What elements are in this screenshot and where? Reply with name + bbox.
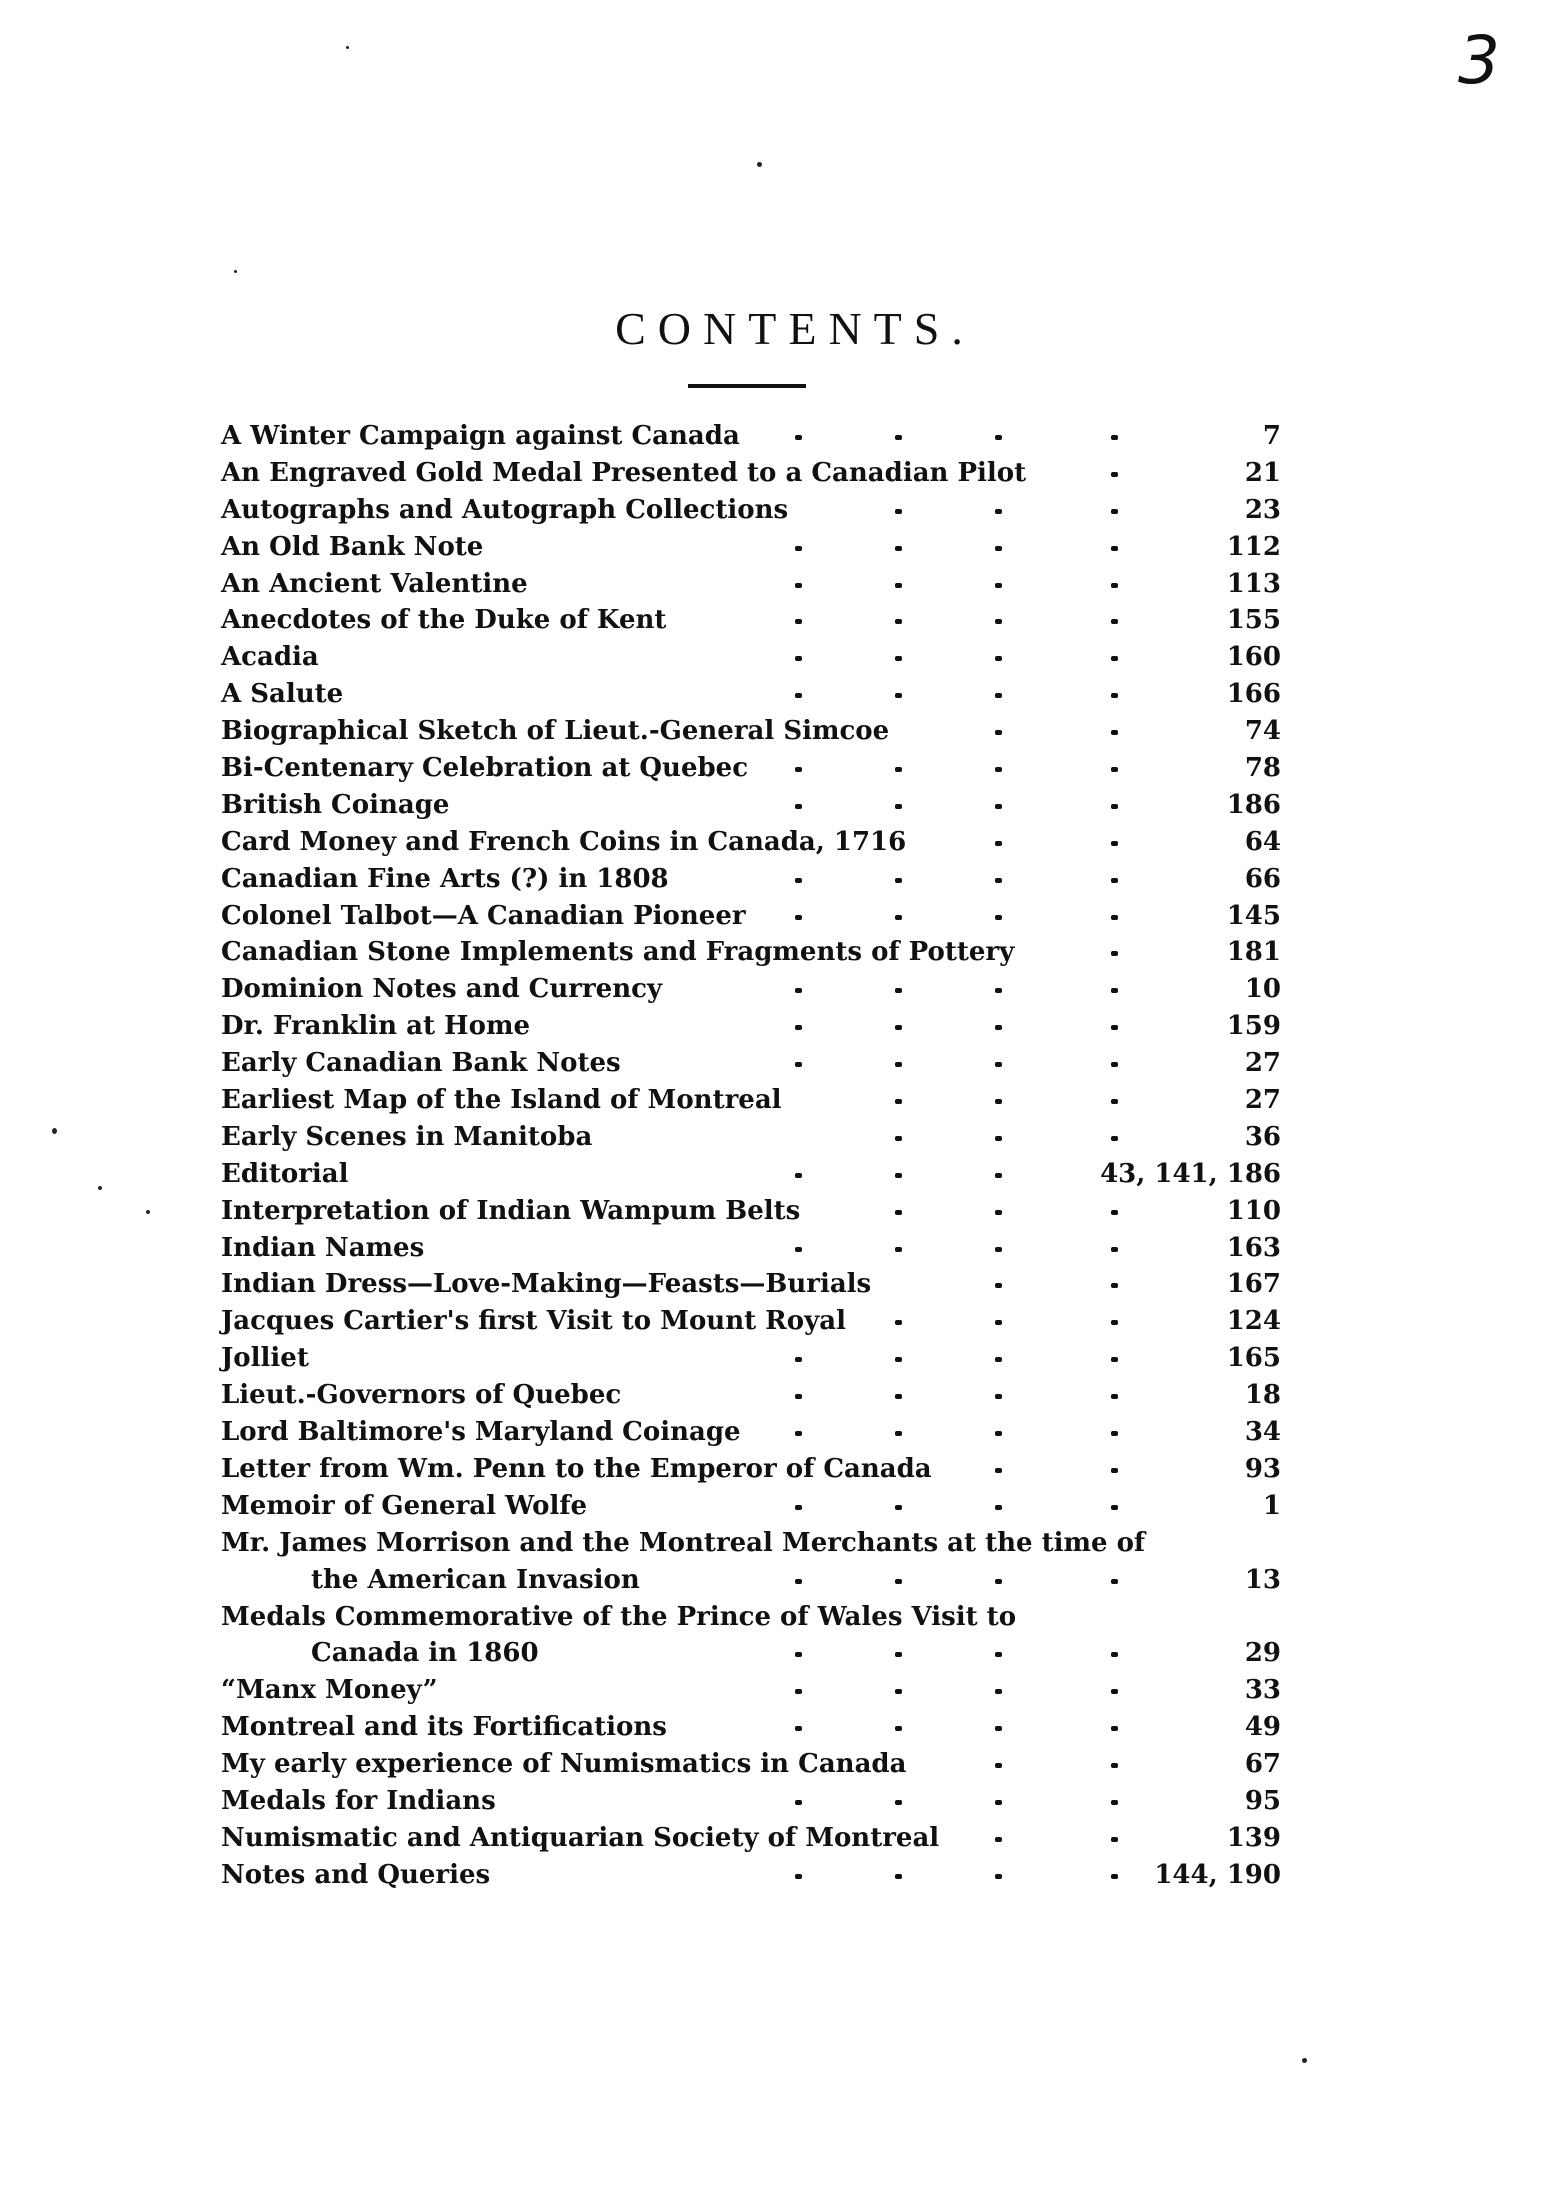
leader-dot [895,1800,902,1805]
leader-dot [795,1062,802,1067]
entry-page-number: 29 [1244,1638,1281,1669]
leader-dot [795,1505,802,1510]
dot-leaders [221,1266,1281,1303]
toc-entry [221,529,1281,566]
dot-leaders [221,1303,1281,1340]
leader-dot [795,1689,802,1694]
dot-leaders [221,639,1281,676]
entry-title: Mr. James Morrison and the Montreal Merchants at the time of [221,1527,1146,1558]
leader-dot [1111,546,1118,551]
leader-dot [995,1800,1002,1805]
entry-page-number: 21 [1244,457,1281,488]
entry-title: Canadian Stone Implements and Fragments of Pottery [221,937,1015,968]
contents-heading: CONTENTS. [615,303,975,354]
leader-dot [795,546,802,551]
leader-dot [995,988,1002,993]
entry-page-number: 160 [1226,642,1281,673]
toc-entry [221,639,1281,676]
dot-leaders [221,455,1281,492]
dot-leaders [221,1857,1281,1894]
entry-title: A Winter Campaign against Canada [221,421,740,451]
dot-leaders [221,934,1281,971]
leader-dot [795,583,802,588]
leader-dot [895,546,902,551]
leader-dot [995,730,1002,735]
dot-leaders [221,1562,1281,1599]
entry-title: Notes and Queries [221,1859,491,1890]
toc-entry [221,787,1281,824]
dot-leaders [221,1488,1281,1525]
toc-entry [221,418,1281,455]
leader-dot [895,1025,902,1030]
leader-dot [895,1394,902,1399]
leader-dot [1111,1652,1118,1657]
leader-dot [895,656,902,661]
entry-title: An Old Bank Note [221,531,484,562]
leader-dot [995,915,1002,920]
leader-dot [1111,951,1118,956]
leader-dot [1111,1025,1118,1030]
entry-title: Anecdotes of the Duke of Kent [221,605,667,636]
toc-entry [221,455,1281,492]
leader-dot [995,1173,1002,1178]
entry-title: Lieut.-Governors of Quebec [221,1380,622,1411]
leader-dot [795,878,802,883]
leader-dot [995,619,1002,624]
dot-leaders [221,861,1281,898]
entry-title: Bi-Centenary Celebration at Quebec [221,753,749,784]
dot-leaders [221,1820,1281,1857]
toc-entry [221,1340,1281,1377]
toc-entry [221,566,1281,603]
leader-dot [1111,1099,1118,1104]
leader-dot [795,988,802,993]
toc-entry-continuation [221,1635,1281,1672]
leader-dot [1111,1357,1118,1362]
entry-page-number: 67 [1244,1749,1281,1780]
toc-entry [221,1525,1281,1562]
leader-dot [795,1874,802,1879]
leader-dot [795,915,802,920]
ink-speck [1302,2058,1307,2063]
toc-entry [221,1672,1281,1709]
leader-dot [795,1357,802,1362]
leader-dot [895,1210,902,1215]
leader-dot [1111,730,1118,735]
toc-entry [221,1820,1281,1857]
toc-entry [221,1709,1281,1746]
leader-dot [995,509,1002,514]
leader-dot [995,1283,1002,1288]
leader-dot [1111,509,1118,514]
entry-page-number: 36 [1244,1121,1281,1152]
leader-dot [1111,915,1118,920]
leader-dot [1111,1837,1118,1842]
dot-leaders [221,418,1281,455]
entry-page-number: 167 [1226,1269,1281,1300]
leader-dot [895,915,902,920]
entry-title: Memoir of General Wolfe [221,1490,588,1521]
entry-page-number: 1 [1262,1490,1281,1521]
dot-leaders [221,750,1281,787]
entry-page-number: 110 [1226,1195,1281,1226]
dot-leaders [221,1045,1281,1082]
toc-entry [221,971,1281,1008]
toc-entry [221,1451,1281,1488]
entry-title: Canadian Fine Arts (?) in 1808 [221,863,669,894]
leader-dot [795,1247,802,1252]
dot-leaders [221,676,1281,713]
dot-leaders [221,898,1281,935]
leader-dot [895,1652,902,1657]
leader-dot [895,878,902,883]
dot-leaders [221,1746,1281,1783]
leader-dot [995,1874,1002,1879]
leader-dot [895,1136,902,1141]
leader-dot [895,509,902,514]
leader-dot [795,1431,802,1436]
leader-dot [895,1874,902,1879]
entry-page-number: 113 [1226,568,1281,599]
toc-entry [221,861,1281,898]
dot-leaders [221,1635,1281,1672]
leader-dot [995,1062,1002,1067]
dot-leaders [221,713,1281,750]
leader-dot [895,1726,902,1731]
toc-entry [221,824,1281,861]
dot-leaders [221,1193,1281,1230]
leader-dot [1111,1394,1118,1399]
leader-dot [995,1726,1002,1731]
leader-dot [995,1505,1002,1510]
toc-entry [221,1230,1281,1267]
toc-entry [221,1119,1281,1156]
leader-dot [1111,1726,1118,1731]
entry-title: Early Canadian Bank Notes [221,1048,621,1079]
leader-dot [1111,1763,1118,1768]
ink-speck [146,1210,150,1214]
leader-dot [895,1173,902,1178]
entry-page-number: 43, 141, 186 [1100,1158,1281,1189]
entry-page-number: 124 [1226,1306,1281,1337]
leader-dot [995,1099,1002,1104]
entry-title: Jacques Cartier's first Visit to Mount Royal [221,1306,846,1337]
page-number: 3 [1458,22,1500,99]
toc-entry [221,898,1281,935]
leader-dot [1111,878,1118,883]
dot-leaders [221,787,1281,824]
leader-dot [1111,472,1118,477]
toc-entry [221,1045,1281,1082]
leader-dot [995,1247,1002,1252]
toc-entry [221,713,1281,750]
toc-entry [221,1266,1281,1303]
dot-leaders [221,492,1281,529]
toc-entry [221,1599,1281,1636]
leader-dot [995,1579,1002,1584]
dot-leaders [221,529,1281,566]
leader-dot [895,1505,902,1510]
dot-leaders [221,1082,1281,1119]
toc-entry [221,1156,1281,1193]
leader-dot [1111,1579,1118,1584]
entry-title: Editorial [221,1158,349,1189]
entry-title: Medals Commemorative of the Prince of Wales Visit to [221,1601,1017,1632]
leader-dot [795,804,802,809]
leader-dot [795,693,802,698]
entry-page-number: 27 [1244,1085,1281,1116]
entry-page-number: 78 [1244,753,1281,784]
leader-dot [995,767,1002,772]
leader-dot [995,878,1002,883]
entry-page-number: 34 [1244,1417,1281,1448]
leader-dot [1111,435,1118,440]
ink-speck [346,46,349,49]
leader-dot [1111,988,1118,993]
leader-dot [995,1689,1002,1694]
leader-dot [895,1062,902,1067]
leader-dot [995,1837,1002,1842]
leader-dot [1111,619,1118,624]
leader-dot [1111,656,1118,661]
table-of-contents [221,418,1281,1894]
toc-entry [221,676,1281,713]
entry-title: British Coinage [221,789,450,820]
leader-dot [995,1763,1002,1768]
leader-dot [795,767,802,772]
dot-leaders [221,1119,1281,1156]
entry-page-number: 66 [1244,863,1281,894]
dot-leaders [221,1414,1281,1451]
dot-leaders [221,1672,1281,1709]
leader-dot [795,1394,802,1399]
entry-page-number: 155 [1226,605,1281,636]
leader-dot [995,1136,1002,1141]
entry-title: Jolliet [221,1343,309,1374]
entry-title: Indian Dress—Love-Making—Feasts—Burials [221,1269,872,1300]
leader-dot [995,656,1002,661]
leader-dot [895,1579,902,1584]
entry-title: Dominion Notes and Currency [221,974,663,1005]
leader-dot [1111,841,1118,846]
leader-dot [995,1357,1002,1362]
entry-page-number: 23 [1244,494,1281,525]
entry-page-number: 186 [1226,789,1281,820]
entry-title: Biographical Sketch of Lieut.-General Simcoe [221,716,890,747]
toc-entry [221,492,1281,529]
entry-title: Early Scenes in Manitoba [221,1121,593,1152]
dot-leaders [221,1599,1281,1636]
leader-dot [895,1357,902,1362]
leader-dot [1111,1247,1118,1252]
leader-dot [795,656,802,661]
toc-entry [221,602,1281,639]
ink-speck [98,1186,102,1190]
leader-dot [995,1025,1002,1030]
entry-page-number: 165 [1226,1343,1281,1374]
leader-dot [895,1689,902,1694]
entry-page-number: 112 [1226,531,1281,562]
entry-title: Medals for Indians [221,1785,496,1816]
leader-dot [995,804,1002,809]
leader-dot [795,619,802,624]
leader-dot [1111,1320,1118,1325]
entry-title: “Manx Money” [221,1675,438,1706]
dot-leaders [221,1525,1281,1562]
dot-leaders [221,1008,1281,1045]
leader-dot [1111,1210,1118,1215]
leader-dot [995,841,1002,846]
leader-dot [995,1431,1002,1436]
dot-leaders [221,1709,1281,1746]
leader-dot [1111,693,1118,698]
ink-speck [757,162,762,167]
leader-dot [995,1652,1002,1657]
dot-leaders [221,1783,1281,1820]
leader-dot [1111,1800,1118,1805]
leader-dot [795,435,802,440]
leader-dot [1111,1505,1118,1510]
entry-title: An Ancient Valentine [221,568,528,599]
entry-title: Dr. Franklin at Home [221,1011,531,1042]
leader-dot [995,546,1002,551]
leader-dot [995,435,1002,440]
leader-dot [895,1099,902,1104]
toc-entry [221,1746,1281,1783]
leader-dot [1111,1431,1118,1436]
leader-dot [1111,804,1118,809]
entry-title: Letter from Wm. Penn to the Emperor of Canada [221,1453,932,1484]
leader-dot [1111,583,1118,588]
toc-entry [221,934,1281,971]
entry-title: My early experience of Numismatics in Canada [221,1749,907,1780]
leader-dot [795,1173,802,1178]
entry-title: Interpretation of Indian Wampum Belts [221,1195,801,1226]
entry-page-number: 144, 190 [1154,1859,1281,1890]
entry-page-number: 10 [1244,974,1281,1005]
leader-dot [1111,1283,1118,1288]
leader-dot [1111,1874,1118,1879]
entry-page-number: 93 [1244,1453,1281,1484]
dot-leaders [221,1377,1281,1414]
leader-dot [895,988,902,993]
dot-leaders [221,971,1281,1008]
toc-entry [221,1082,1281,1119]
leader-dot [795,1025,802,1030]
entry-page-number: 159 [1226,1011,1281,1042]
entry-page-number: 95 [1244,1785,1281,1816]
toc-entry [221,1857,1281,1894]
ink-speck [52,1128,57,1134]
ink-speck [234,270,237,273]
toc-entry [221,1377,1281,1414]
entry-page-number: 181 [1226,937,1281,968]
leader-dot [895,583,902,588]
entry-page-number: 49 [1244,1712,1281,1743]
entry-title: An Engraved Gold Medal Presented to a Canadian Pilot [221,457,1027,488]
entry-page-number: 74 [1244,716,1281,747]
entry-title: Autographs and Autograph Collections [221,494,789,525]
entry-page-number: 139 [1226,1822,1281,1853]
toc-entry [221,1783,1281,1820]
entry-title: Card Money and French Coins in Canada, 1716 [221,826,907,857]
leader-dot [1111,1136,1118,1141]
leader-dot [995,693,1002,698]
leader-dot [895,767,902,772]
entry-page-number: 33 [1244,1675,1281,1706]
leader-dot [1111,1468,1118,1473]
dot-leaders [221,602,1281,639]
leader-dot [995,1468,1002,1473]
entry-title: Acadia [221,642,319,673]
entry-title: Numismatic and Antiquarian Society of Montreal [221,1822,940,1853]
entry-title: Canada in 1860 [311,1638,539,1669]
leader-dot [895,1247,902,1252]
leader-dot [1111,1689,1118,1694]
dot-leaders [221,1340,1281,1377]
dot-leaders [221,566,1281,603]
entry-page-number: 163 [1226,1232,1281,1263]
entry-page-number: 27 [1244,1048,1281,1079]
entry-title: Indian Names [221,1232,425,1263]
leader-dot [995,1320,1002,1325]
entry-title: Lord Baltimore's Maryland Coinage [221,1417,741,1448]
toc-entry-continuation [221,1562,1281,1599]
leader-dot [1111,767,1118,772]
dot-leaders [221,824,1281,861]
leader-dot [795,1579,802,1584]
leader-dot [895,435,902,440]
leader-dot [895,693,902,698]
leader-dot [795,1726,802,1731]
leader-dot [795,1800,802,1805]
entry-page-number: 64 [1244,826,1281,857]
entry-page-number: 7 [1262,421,1281,451]
dot-leaders [221,1230,1281,1267]
leader-dot [795,1652,802,1657]
entry-title: A Salute [221,679,344,710]
toc-entry [221,1303,1281,1340]
heading-rule [688,384,806,388]
leader-dot [1111,1062,1118,1067]
toc-entry [221,1488,1281,1525]
entry-page-number: 18 [1244,1380,1281,1411]
leader-dot [995,1210,1002,1215]
leader-dot [895,619,902,624]
entry-title: Earliest Map of the Island of Montreal [221,1085,782,1116]
entry-page-number: 145 [1226,900,1281,931]
toc-entry [221,1193,1281,1230]
leader-dot [895,1320,902,1325]
leader-dot [895,1431,902,1436]
leader-dot [995,1394,1002,1399]
leader-dot [995,583,1002,588]
entry-title: Colonel Talbot—A Canadian Pioneer [221,900,746,931]
toc-entry [221,750,1281,787]
toc-entry [221,1414,1281,1451]
leader-dot [895,804,902,809]
entry-page-number: 13 [1244,1564,1281,1595]
dot-leaders [221,1451,1281,1488]
entry-title: the American Invasion [311,1564,640,1595]
entry-page-number: 166 [1226,679,1281,710]
entry-title: Montreal and its Fortifications [221,1712,667,1743]
toc-entry [221,1008,1281,1045]
